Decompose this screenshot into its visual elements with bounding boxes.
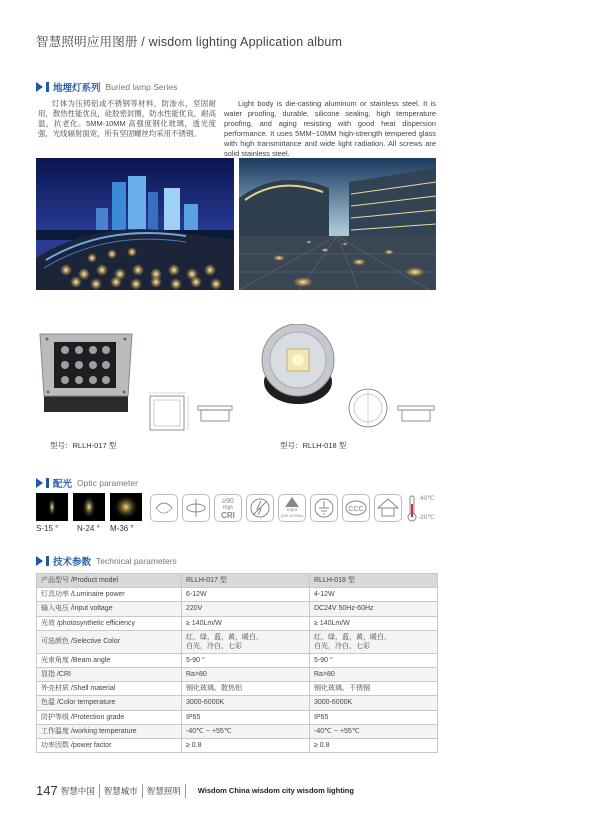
table-cell: ≥ 0.8 (310, 738, 438, 752)
footer-divider (142, 784, 143, 798)
input-top-text: Input (286, 507, 297, 512)
beam-label: N-24 ° (77, 524, 100, 533)
table-cell: 钢化玻璃、散热铝 (182, 682, 310, 696)
no-shock-icon (246, 494, 274, 522)
beam-label: S-15 ° (36, 524, 59, 533)
intro-text-zh: 灯体为压铸铝或不锈钢等材料，防渗水，坚固耐用，散热性能优良，硅胶密封圈，防水性能优良，耐高温，抗老化。5MM-10MM 高强度钢化玻璃，透光度强，光线辐射面宽，所有坚固螺丝均采用不锈钢。 (38, 99, 216, 138)
cri-small-text: High (222, 504, 234, 511)
table-row (37, 738, 438, 752)
rotate-icon (182, 494, 210, 522)
table-cell: 220V (182, 602, 310, 616)
table-cell: 产品型号 /Product model (37, 574, 182, 588)
heading-marker-icon (36, 556, 43, 566)
section-title-zh: 地埋灯系列 (53, 83, 101, 94)
table-cell: DC24V 50Hz-60Hz (310, 602, 438, 616)
table-cell: 色温 /Color temperature (37, 696, 182, 710)
table-cell: 3000-6000K (182, 696, 310, 710)
temperature-range-icon (406, 494, 438, 524)
round-lamp-image (256, 324, 340, 408)
table-row (37, 682, 438, 696)
table-cell: 红，绿，蓝，黄，暖白， 白光，冷白，七彩 (182, 630, 310, 653)
table-cell: 工作温度 /working temperature (37, 724, 182, 738)
square-lamp-side-drawing (196, 404, 234, 424)
table-cell: IP65 (310, 710, 438, 724)
footer-cn-1: 智慧中国 (60, 785, 95, 796)
table-cell: 5-90 ° (182, 653, 310, 667)
plaza-photo (239, 158, 436, 290)
section-title-en: Technical parameters (96, 556, 177, 566)
round-lamp-side-drawing (396, 404, 436, 424)
beam-n24-swatch (73, 493, 105, 521)
indoor-outdoor-icon (374, 494, 402, 522)
table-cell: RLLH-018 型 (310, 574, 438, 588)
intro-text-en: Light body is die-casting aluminum or stainless steel. It is water proofing, durable, silicone sealing, high temperature proofing, and aging resisting with good heat dispersion performance. It uses 5MM~10MM high-strength tempered glass with high transmittance and wide light radiation. All screws are solid stainless steel. (224, 99, 436, 158)
table-cell: Ra>80 (310, 667, 438, 681)
product-model-label: 型号：RLLH-018 型 (280, 441, 347, 450)
table-cell: 3000-6000K (310, 696, 438, 710)
heading-marker-icon (36, 478, 43, 488)
table-cell: 6-12W (182, 588, 310, 602)
beam-label: M-36 ° (110, 524, 134, 533)
section-title-en: Optic parameter (77, 478, 138, 488)
table-row (37, 588, 438, 602)
footer-cn-2: 智慧城市 (103, 785, 138, 796)
table-row (37, 602, 438, 616)
page-header-title: 智慧照明应用图册 / wisdom lighting Application album (36, 35, 343, 49)
table-row (37, 696, 438, 710)
table-cell: IP65 (182, 710, 310, 724)
table-row (37, 653, 438, 667)
table-row (37, 630, 438, 653)
table-cell: 外壳材质 /Shell material (37, 682, 182, 696)
svg-text:CCC: CCC (348, 506, 364, 513)
square-lamp-drawing (144, 392, 192, 434)
beam-angle-icon (150, 494, 178, 522)
temp-low-text: -20℃ (418, 514, 435, 521)
table-cell: 红，绿，蓝，黄，暖白， 白光，冷白，七彩 (310, 630, 438, 653)
product-model-label: 型号：RLLH-017 型 (50, 441, 117, 450)
section-heading-buried (36, 80, 177, 94)
section-heading-optic (36, 476, 138, 490)
table-cell: Ra>80 (182, 667, 310, 681)
beam-m36-swatch (110, 493, 142, 521)
table-cell: 功率因数 /power factor (37, 738, 182, 752)
heading-marker-icon (36, 82, 43, 92)
table-cell: 光束角度 /Beam angle (37, 653, 182, 667)
round-lamp-drawing (346, 386, 390, 430)
section-title-en: Buried lamp Series (105, 82, 178, 92)
footer-en: Wisdom China wisdom city wisdom lighting (197, 786, 354, 795)
table-cell: 输入电压 /input voltage (37, 602, 182, 616)
table-cell: 灯具功率 /Luminaire power (37, 588, 182, 602)
table-cell: 4-12W (310, 588, 438, 602)
table-cell: 防护等级 /Protection grade (37, 710, 182, 724)
table-row (37, 710, 438, 724)
heading-bar-icon (46, 478, 49, 488)
section-heading-tech (36, 554, 177, 568)
heading-bar-icon (46, 82, 49, 92)
table-header-row (37, 574, 438, 588)
high-cri-icon (214, 494, 242, 522)
square-lamp-image (38, 326, 134, 418)
table-cell: 5-90 ° (310, 653, 438, 667)
table-cell: ≥ 140Lm/W (310, 616, 438, 630)
footer-divider (185, 784, 186, 798)
ground-icon (310, 494, 338, 522)
table-cell: RLLH-017 型 (182, 574, 310, 588)
table-cell: 光效 /photosynthetic efficiency (37, 616, 182, 630)
table-cell: ≥ 140Lm/W (182, 616, 310, 630)
table-row (37, 616, 438, 630)
input-voltage-icon (278, 494, 306, 522)
table-cell: 钢化玻璃、不锈钢 (310, 682, 438, 696)
table-cell: 显指 /CRI (37, 667, 182, 681)
ccc-certification-icon (342, 494, 370, 522)
table-row (37, 724, 438, 738)
table-cell: -40℃ ~ +55℃ (310, 724, 438, 738)
table-row (37, 667, 438, 681)
input-bot-text: (DRL ACDMs) (280, 514, 304, 518)
page-number: 147 (36, 783, 58, 798)
heading-bar-icon (46, 556, 49, 566)
footer-divider (99, 784, 100, 798)
temp-high-text: 40℃ (420, 495, 435, 502)
table-cell: -40℃ ~ +55℃ (182, 724, 310, 738)
spec-table (36, 573, 438, 753)
section-title-zh: 技术参数 (53, 557, 92, 568)
section-title-zh: 配光 (53, 479, 73, 490)
cri-text: CRI (221, 510, 235, 520)
table-cell: ≥ 0.8 (182, 738, 310, 752)
night-city-photo (36, 158, 234, 290)
beam-s15-swatch (36, 493, 68, 521)
table-cell: 可选颜色 /Selective Color (37, 630, 182, 653)
page-footer (36, 783, 354, 798)
footer-cn-3: 智慧照明 (146, 785, 181, 796)
cri-angle-text: ≥90 (222, 497, 234, 505)
